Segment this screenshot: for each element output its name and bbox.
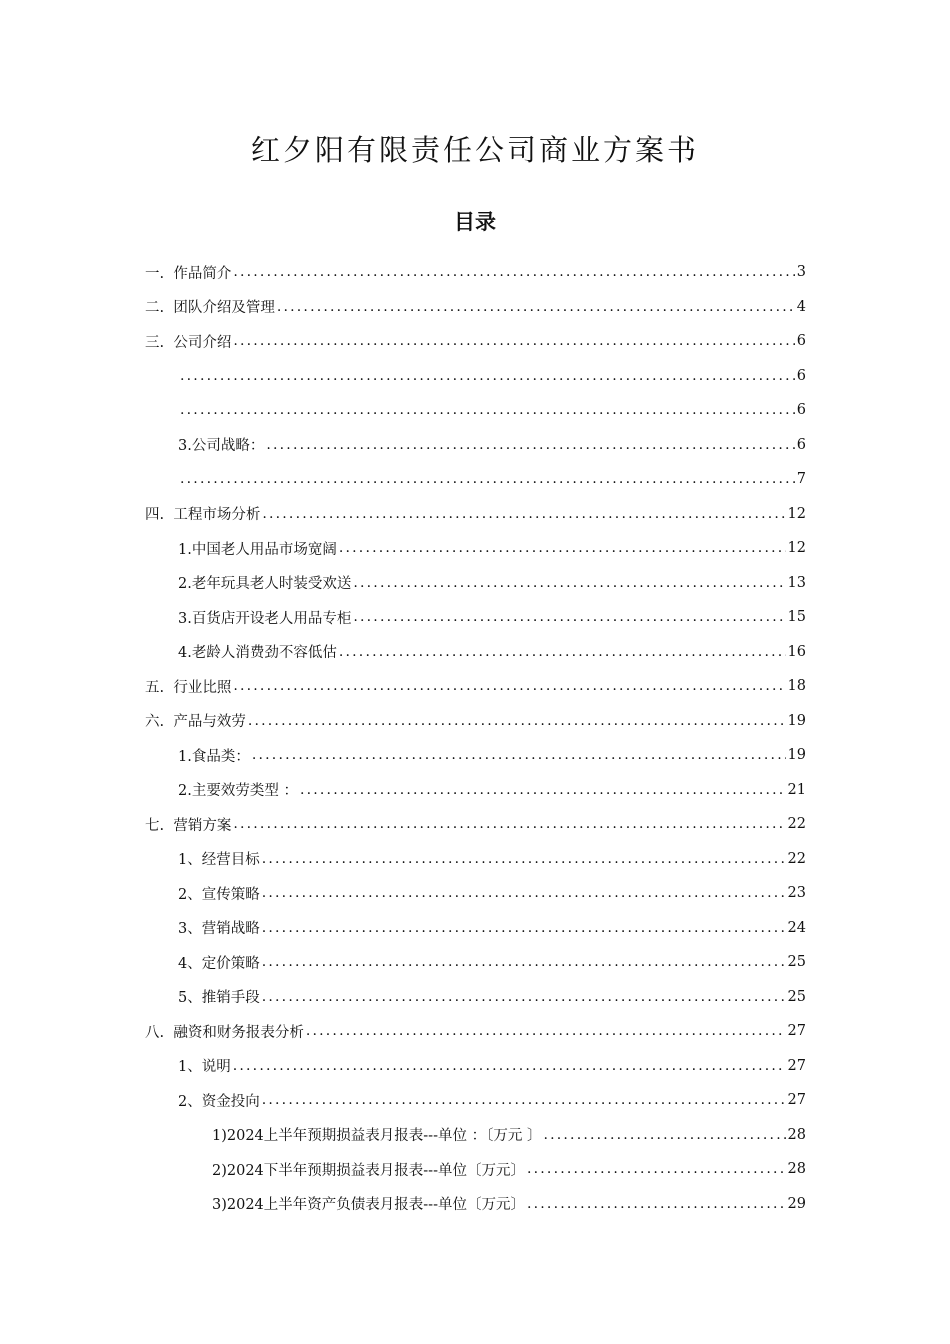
toc-entry-text: 八. 融资和财务报表分析 bbox=[145, 1024, 304, 1041]
toc-entry[interactable] bbox=[145, 807, 806, 842]
toc-leader-dots bbox=[233, 1059, 786, 1073]
toc-entry-page: 25 bbox=[787, 988, 806, 1005]
toc-leader-dots bbox=[266, 438, 794, 452]
toc-entry-page: 27 bbox=[787, 1023, 806, 1040]
toc-entry-text: 1)2024上半年预期损益表月报表---单位 ：〔万元 〕 bbox=[212, 1128, 542, 1145]
toc-entry[interactable] bbox=[145, 1014, 806, 1049]
toc-entry-page: 6 bbox=[796, 367, 806, 384]
toc-entry[interactable] bbox=[145, 635, 806, 670]
toc-entry-page: 18 bbox=[787, 678, 806, 695]
toc-entry-page: 12 bbox=[787, 505, 806, 522]
toc-entry[interactable] bbox=[145, 669, 806, 704]
toc-entry-text: 2、宣传策略 bbox=[178, 886, 260, 903]
toc-entry-text: 3.百货店开设老人用品专柜 bbox=[178, 610, 352, 627]
toc-leader-dots bbox=[233, 817, 785, 831]
toc-leader-dots bbox=[353, 610, 785, 624]
toc-entry[interactable] bbox=[145, 255, 806, 290]
toc-entry-text: 2)2024下半年预期损益表月报表---单位〔万元〕 bbox=[212, 1162, 525, 1179]
toc-entry-text: 1.中国老人用品市场宽阔 bbox=[178, 541, 337, 558]
toc-entry-page: 6 bbox=[796, 402, 806, 419]
toc-leader-dots bbox=[180, 369, 795, 383]
toc-entry-page: 27 bbox=[787, 1092, 806, 1109]
toc-entry-page: 15 bbox=[787, 609, 806, 626]
toc-leader-dots bbox=[252, 748, 786, 762]
toc-entry-page: 24 bbox=[787, 919, 806, 936]
table-of-contents bbox=[145, 255, 806, 1221]
toc-leader-dots bbox=[233, 679, 785, 693]
toc-entry-text: 六. 产品与效劳 bbox=[145, 714, 246, 731]
toc-leader-dots bbox=[277, 300, 795, 314]
toc-entry-text: 七. 营销方案 bbox=[145, 817, 232, 834]
toc-entry-page: 3 bbox=[796, 264, 806, 281]
toc-entry-text: 1.食品类： bbox=[178, 748, 250, 765]
toc-entry-page: 12 bbox=[787, 540, 806, 557]
toc-leader-dots bbox=[248, 714, 786, 728]
toc-entry[interactable] bbox=[145, 324, 806, 359]
toc-entry[interactable] bbox=[145, 359, 806, 394]
toc-leader-dots bbox=[233, 265, 794, 279]
toc-leader-dots bbox=[339, 541, 786, 555]
toc-leader-dots bbox=[262, 886, 786, 900]
toc-entry-page: 7 bbox=[796, 471, 806, 488]
toc-entry[interactable] bbox=[145, 497, 806, 532]
toc-entry[interactable] bbox=[145, 566, 806, 601]
toc-entry[interactable] bbox=[145, 773, 806, 808]
toc-entry[interactable] bbox=[145, 531, 806, 566]
toc-leader-dots bbox=[300, 783, 786, 797]
toc-leader-dots bbox=[180, 472, 795, 486]
toc-entry[interactable] bbox=[145, 1187, 806, 1222]
toc-entry[interactable] bbox=[145, 704, 806, 739]
toc-leader-dots bbox=[339, 645, 786, 659]
toc-leader-dots bbox=[180, 403, 795, 417]
toc-entry-text: 三. 公司介绍 bbox=[145, 334, 232, 351]
toc-entry-text: 1、说明 bbox=[178, 1059, 231, 1076]
toc-leader-dots bbox=[233, 334, 794, 348]
toc-entry-page: 6 bbox=[796, 436, 806, 453]
toc-entry-page: 21 bbox=[787, 781, 806, 798]
toc-entry[interactable] bbox=[145, 738, 806, 773]
toc-entry-text: 3、营销战略 bbox=[178, 921, 260, 938]
toc-entry-text: 五. 行业比照 bbox=[145, 679, 232, 696]
document-title: 红夕阳有限责任公司商业方案书 bbox=[250, 133, 699, 167]
toc-entry-page: 29 bbox=[787, 1195, 806, 1212]
toc-entry[interactable] bbox=[145, 600, 806, 635]
toc-leader-dots bbox=[527, 1162, 786, 1176]
toc-entry-text: 5、推销手段 bbox=[178, 990, 260, 1007]
toc-entry[interactable] bbox=[145, 876, 806, 911]
toc-entry[interactable] bbox=[145, 1118, 806, 1153]
toc-entry-page: 13 bbox=[787, 574, 806, 591]
toc-leader-dots bbox=[306, 1024, 786, 1038]
toc-entry-page: 23 bbox=[787, 885, 806, 902]
toc-entry-page: 16 bbox=[787, 643, 806, 660]
toc-leader-dots bbox=[262, 852, 786, 866]
toc-entry[interactable] bbox=[145, 290, 806, 325]
toc-entry[interactable] bbox=[145, 1083, 806, 1118]
toc-entry-page: 19 bbox=[787, 712, 806, 729]
toc-leader-dots bbox=[262, 990, 786, 1004]
toc-entry-page: 28 bbox=[787, 1161, 806, 1178]
toc-entry-text: 3.公司战略： bbox=[178, 438, 265, 455]
toc-entry-page: 28 bbox=[787, 1126, 806, 1143]
toc-entry-text: 四. 工程市场分析 bbox=[145, 507, 261, 524]
toc-entry[interactable] bbox=[145, 1049, 806, 1084]
toc-entry-page: 6 bbox=[796, 333, 806, 350]
toc-entry-text: 4、定价策略 bbox=[178, 955, 260, 972]
toc-entry-text: 2.主要效劳类型 ： bbox=[178, 783, 298, 800]
toc-entry-page: 27 bbox=[787, 1057, 806, 1074]
toc-entry-text: 4.老龄人消费劲不容低估 bbox=[178, 645, 337, 662]
toc-entry-text: 2.老年玩具老人时装受欢送 bbox=[178, 576, 352, 593]
toc-entry[interactable] bbox=[145, 911, 806, 946]
toc-entry[interactable] bbox=[145, 393, 806, 428]
toc-entry-text: 2、资金投向 bbox=[178, 1093, 260, 1110]
toc-entry[interactable] bbox=[145, 842, 806, 877]
toc-heading: 目录 bbox=[454, 210, 496, 234]
toc-leader-dots bbox=[353, 576, 785, 590]
toc-entry[interactable] bbox=[145, 428, 806, 463]
toc-entry-text: 3)2024上半年资产负债表月报表---单位〔万元〕 bbox=[212, 1197, 525, 1214]
toc-entry-text: 一. 作品简介 bbox=[145, 265, 232, 282]
toc-entry-page: 4 bbox=[796, 298, 806, 315]
toc-entry[interactable] bbox=[145, 462, 806, 497]
toc-leader-dots bbox=[543, 1128, 785, 1142]
toc-entry[interactable] bbox=[145, 1152, 806, 1187]
toc-entry[interactable] bbox=[145, 945, 806, 980]
toc-entry-text: 1、经营目标 bbox=[178, 852, 260, 869]
toc-leader-dots bbox=[262, 955, 786, 969]
toc-entry[interactable] bbox=[145, 980, 806, 1015]
toc-entry-page: 19 bbox=[787, 747, 806, 764]
toc-entry-text: 二. 团队介绍及管理 bbox=[145, 300, 275, 317]
toc-leader-dots bbox=[262, 921, 786, 935]
toc-leader-dots bbox=[262, 1093, 786, 1107]
toc-leader-dots bbox=[527, 1197, 786, 1211]
toc-entry-page: 25 bbox=[787, 954, 806, 971]
toc-entry-page: 22 bbox=[787, 816, 806, 833]
toc-entry-page: 22 bbox=[787, 850, 806, 867]
toc-leader-dots bbox=[262, 507, 785, 521]
